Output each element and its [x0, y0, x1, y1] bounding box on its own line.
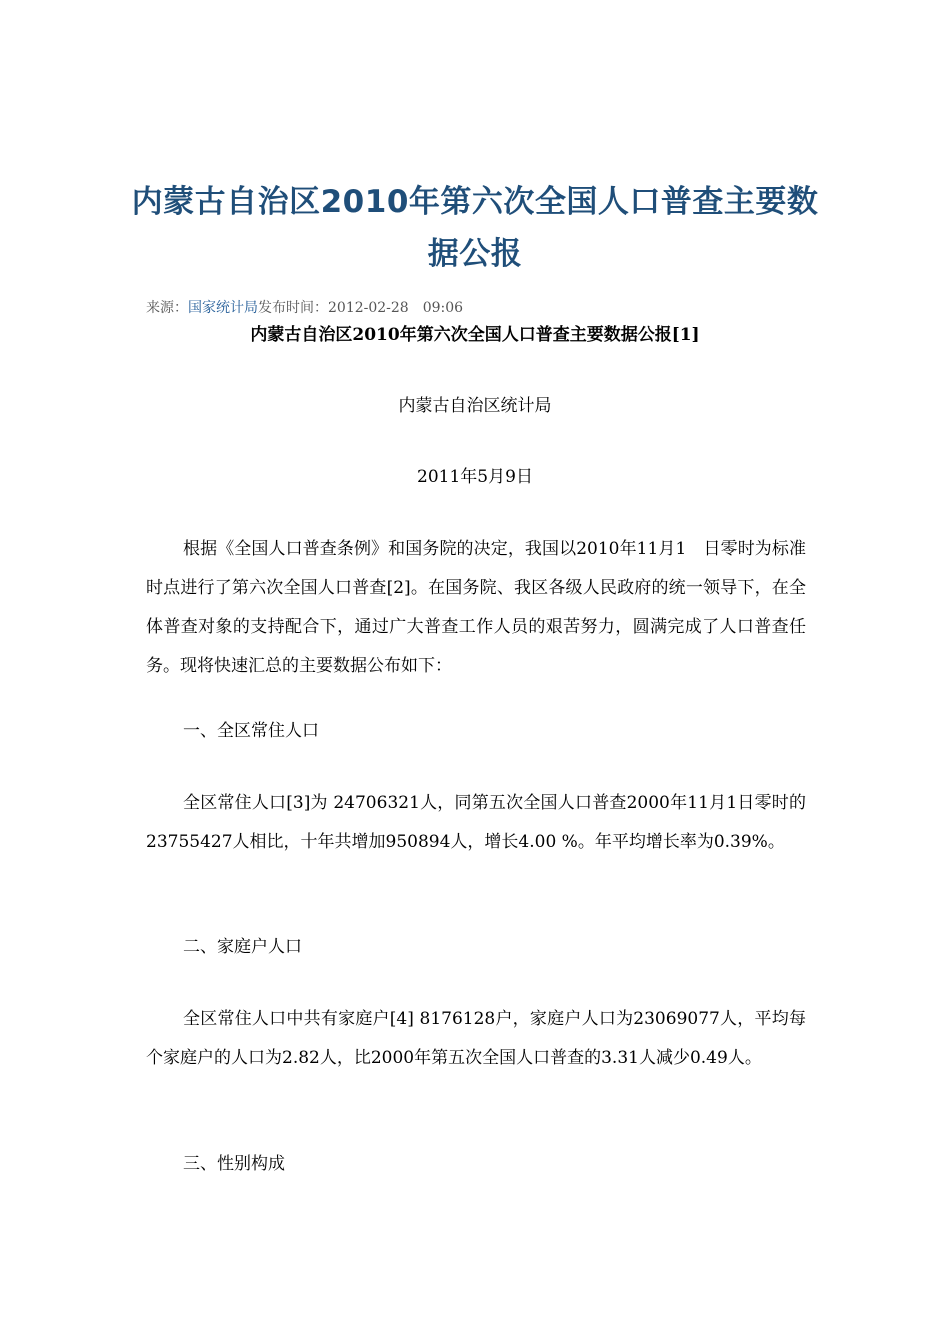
intro-paragraph: 根据《全国人口普查条例》和国务院的决定，我国以2010年11月1 日零时为标准时点进行了第六次全国人口普查[2]。在国务院、我区各级人民政府的统一领导下，在全体普查对象的支持配合下，通过广大普查工作人员的艰苦努力，圆满完成了人口普查任务。现将快速汇总的主要数据公布如下：: [146, 539, 806, 676]
section-heading-1: 一、全区常住人口: [183, 721, 319, 741]
section-paragraph-1: 全区常住人口[3]为 24706321人，同第五次全国人口普查2000年11月1日零时的23755427人相比，十年共增加950894人，增长4.00 %。年平均增长率为0.39%。: [146, 793, 806, 852]
issue-date: 2011年5月9日: [417, 467, 533, 487]
section-heading-3: 三、性别构成: [183, 1154, 285, 1174]
publish-label: 发布时间：: [258, 300, 328, 316]
source-line: [146, 297, 463, 319]
issuer: 内蒙古自治区统计局: [398, 396, 552, 416]
bulletin-subtitle: 内蒙古自治区2010年第六次全国人口普查主要数据公报[1]: [250, 325, 700, 345]
source-link[interactable]: 国家统计局: [188, 300, 258, 316]
publish-time: 2012-02-28 09:06: [328, 300, 464, 316]
page-title: 内蒙古自治区2010年第六次全国人口普查主要数据公报: [131, 184, 819, 272]
section-paragraph-2: 全区常住人口中共有家庭户[4] 8176128户，家庭户人口为23069077人，平均每个家庭户的人口为2.82人，比2000年第五次全国人口普查的3.31人减少0.49人。: [146, 1009, 806, 1068]
section-heading-2: 二、家庭户人口: [183, 937, 302, 957]
source-label: 来源：: [146, 300, 188, 316]
